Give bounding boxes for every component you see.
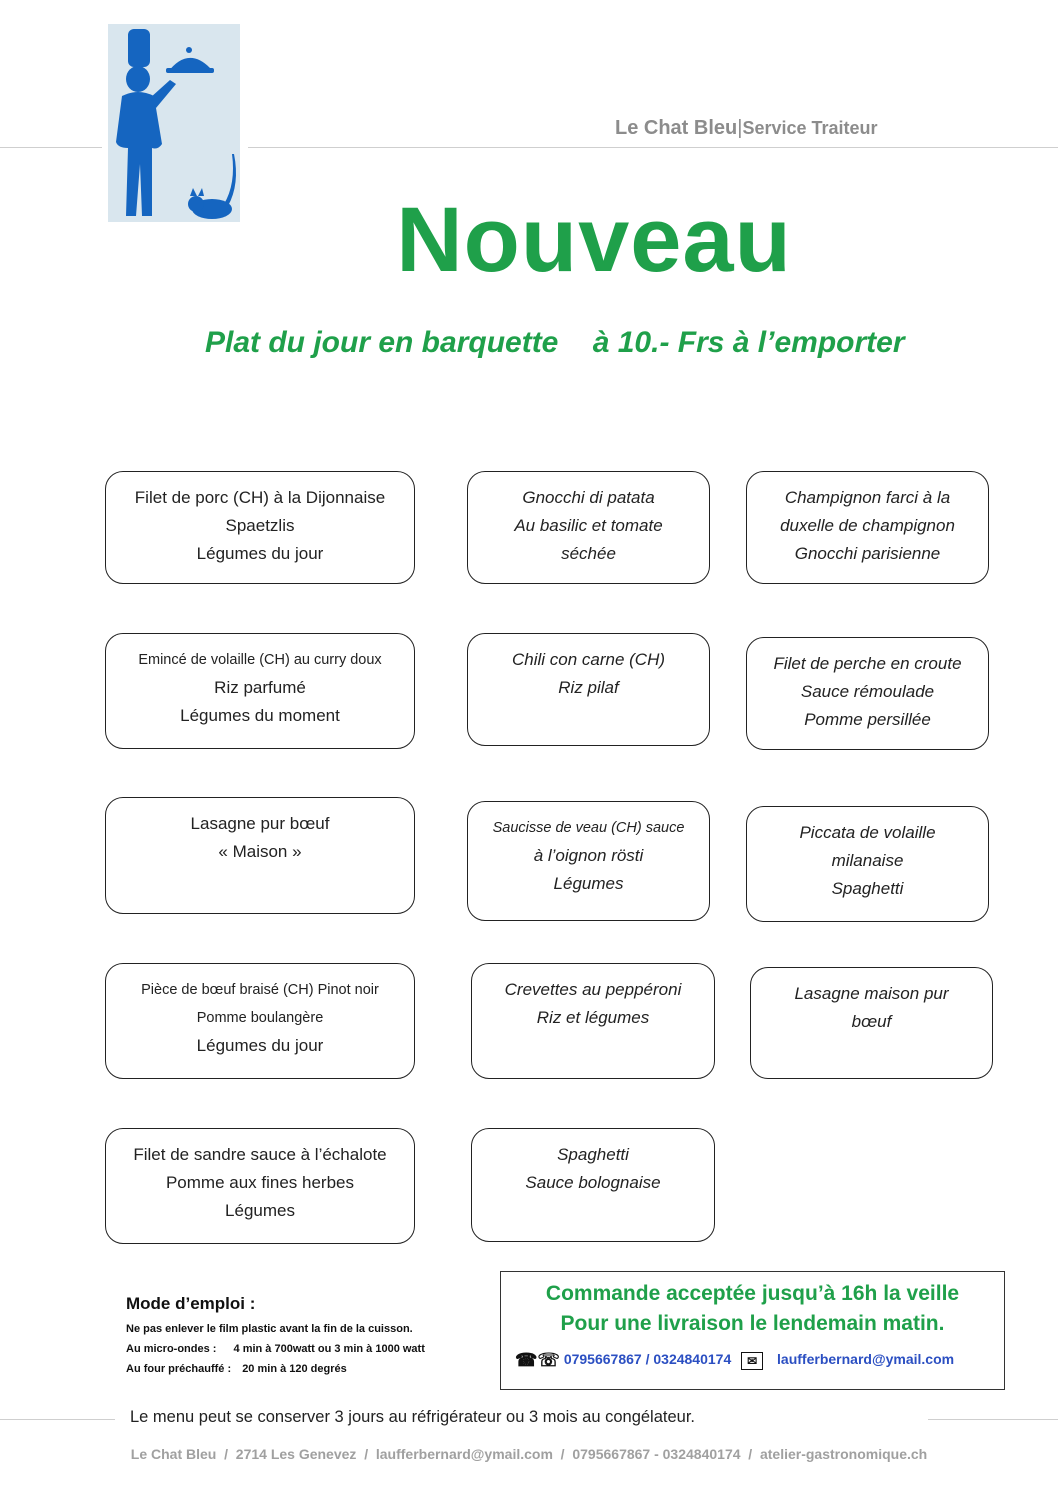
dish-line: Riz parfumé [214,678,306,697]
dish-line: « Maison » [218,842,302,861]
header-rule-left [0,147,102,148]
dish-line: séchée [561,544,616,563]
dish-line: Riz et légumes [536,1008,650,1027]
phone-number[interactable]: 0795667867 [563,1351,642,1368]
dish-card [471,1128,715,1242]
subtitle-part2: à 10.- Frs à l’emporter [592,326,905,359]
dish-line: Légumes du moment [180,706,340,725]
page-subtitle [205,326,905,360]
order-delivery: Pour une livraison le lendemain matin. [560,1312,945,1335]
phone-separator: / [645,1351,650,1368]
dish-card [105,1128,415,1244]
mode-emploi-line: Ne pas enlever le film plastic avant la fin de la cuisson. [126,1323,413,1335]
dish-line: Spaghetti [557,1145,629,1164]
mode-label: Au micro-ondes : [126,1343,217,1355]
dish-line: Légumes [225,1201,295,1220]
dish-line: Lasagne pur bœuf [190,814,330,833]
dish-line: Légumes [553,874,624,893]
dish-line: Crevettes au peppéroni [504,980,682,999]
dish-line: Filet de porc (CH) à la Dijonnaise [134,488,386,507]
mode-label: Au four préchauffé : [126,1363,232,1375]
dish-line: Sauce bolognaise [525,1173,661,1192]
dish-line: Pièce de bœuf braisé (CH) Pinot noir [141,982,379,998]
brand-separator: | [737,117,743,139]
fax-icon: ☏ [537,1350,560,1370]
mode-emploi-line [126,1343,425,1355]
dish-line: Gnocchi di patata [522,488,655,507]
dish-card [467,633,710,746]
dish-line: Spaetzlis [225,516,295,535]
dish-line: Au basilic et tomate [514,516,663,535]
phone-number[interactable]: 0324840174 [653,1351,732,1368]
dish-line: Légumes du jour [196,544,324,563]
dish-card [105,633,415,749]
page-title: Nouveau [396,189,792,291]
dish-line: Sauce rémoulade [800,682,935,701]
order-deadline: Commande acceptée jusqu’à 16h la veille [545,1282,960,1305]
header-rule-right [248,147,1058,148]
envelope-icon: ✉ [741,1352,763,1370]
mode-emploi-line [126,1363,347,1375]
contact-line [515,1350,954,1371]
dish-line: Légumes du jour [196,1036,324,1055]
dish-card [750,967,993,1079]
dish-line: Filet de sandre sauce à l’échalote [133,1145,387,1164]
brand-name: Le Chat Bleu [615,117,738,139]
dish-card [746,471,989,584]
mode-value: 4 min à 700watt ou 3 min à 1000 watt [233,1343,425,1355]
dish-line: milanaise [831,851,904,870]
dish-line: Gnocchi parisienne [794,544,941,563]
footer-rule-right [928,1419,1058,1420]
dish-line: Emincé de volaille (CH) au curry doux [138,652,382,668]
order-box [500,1271,1005,1390]
dish-line: Lasagne maison pur [794,984,949,1003]
dish-card [105,963,415,1079]
dish-line: Riz pilaf [558,678,619,697]
dish-line: Saucisse de veau (CH) sauce [492,820,685,836]
dish-line: à l’oignon rösti [533,846,644,865]
dish-line: Champignon farci à la [784,488,951,507]
dish-line: Spaghetti [831,879,904,898]
dish-line: Filet de perche en croute [773,654,962,673]
dish-card [746,637,989,750]
dish-line: Pomme boulangère [196,1010,324,1026]
dish-line: Pomme persillée [804,710,931,729]
dish-line: Chili con carne (CH) [511,650,666,669]
email-link[interactable]: laufferbernard@ymail.com [777,1351,955,1368]
dish-card [467,471,710,584]
dish-line: duxelle de champignon [780,516,955,535]
dish-line: Piccata de volaille [799,823,936,842]
dish-card [467,801,710,921]
dish-line: bœuf [851,1012,892,1031]
dish-card [105,471,415,584]
mode-emploi-title: Mode d’emploi : [126,1294,256,1313]
subtitle-part1: Plat du jour en barquette [205,326,559,359]
phone-icon: ☎ [515,1350,538,1370]
conservation-note: Le menu peut se conserver 3 jours au réfrigérateur ou 3 mois au congélateur. [130,1408,695,1426]
dish-line: Pomme aux fines herbes [165,1173,355,1192]
mode-value: 20 min à 120 degrés [242,1363,347,1375]
dish-card [746,806,989,922]
brand-header [615,117,878,140]
dish-card [105,797,415,914]
dish-card [471,963,715,1079]
brand-service: Service Traiteur [742,118,878,138]
footer-rule-left [0,1419,115,1420]
footer: Le Chat Bleu / 2714 Les Genevez / laufferbernard@ymail.com / 0795667867 - 0324840174 / atelier-gastronomique.ch [130,1446,928,1462]
